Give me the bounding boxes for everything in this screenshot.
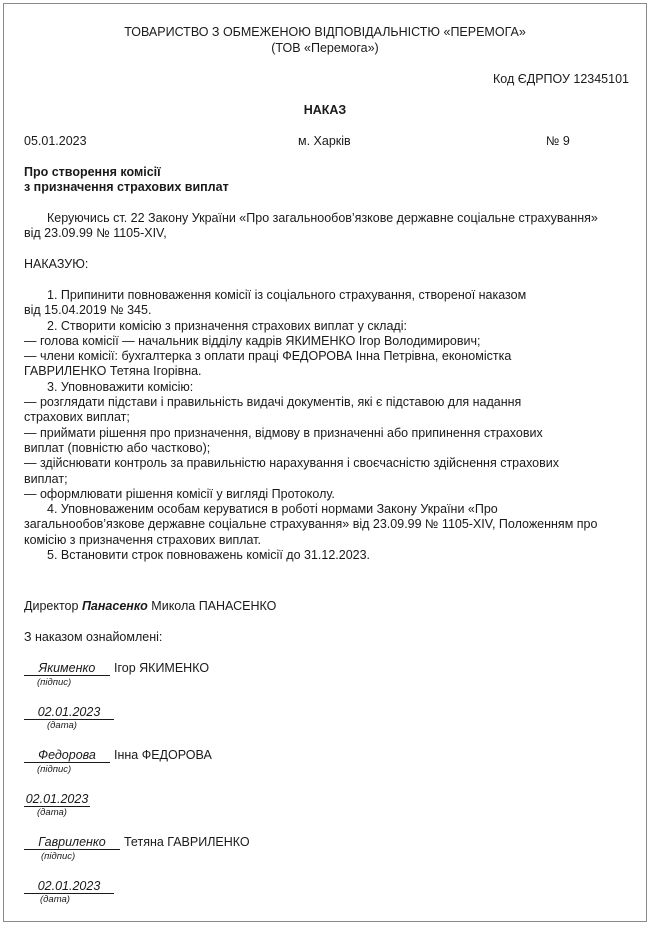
acquaintance-name-2: Інна ФЕДОРОВА [114,748,212,762]
date-caption-2: (дата) [37,807,67,818]
signature-caption-1: (підпис) [37,677,72,688]
signature-caption-3: (підпис) [41,851,76,862]
order-word: НАКАЗУЮ: [24,257,89,271]
body-line: — члени комісії: бухгалтерка з оплати праці ФЕДОРОВА Інна Петрівна, економістка [24,349,512,364]
signature-1: Якименко [24,661,110,676]
body-line: — голова комісії — начальник відділу кадрів ЯКИМЕНКО Ігор Володимирович; [24,333,481,348]
body-line: — приймати рішення про призначення, відмову в призначенні або припинення страхових [24,425,543,440]
acquaintance-name-1: Ігор ЯКИМЕНКО [114,661,210,675]
body-line: страхових виплат; [24,410,130,425]
order-date: 05.01.2023 [24,134,87,148]
preamble-line-2: від 23.09.99 № 1105-XIV, [24,226,167,240]
body-line: загальнообов’язкове державне соціальне страхування» від 23.09.99 № 1105-XIV, Положенням про [24,517,598,532]
director-signature: Панасенко [81,599,148,613]
signature-caption-2: (підпис) [37,764,72,775]
body-line: 5. Встановити строк повноважень комісії до 31.12.2023. [47,548,371,563]
date-1: 02.01.2023 [24,705,114,720]
order-city: м. Харків [298,134,351,148]
subject-line-2: з призначення страхових виплат [24,180,229,194]
date-caption-1: (дата) [47,720,77,731]
director-name: Микола ПАНАСЕНКО [151,599,277,613]
signature-2: Федорова [24,748,110,763]
preamble-line-1: Керуючись ст. 22 Закону України «Про загальнообов’язкове державне соціальне страхування» [47,211,598,225]
body-line: 3. Уповноважити комісію: [47,379,194,394]
edrpou-code: Код ЄДРПОУ 12345101 [493,72,629,86]
body-line: виплат (повністю або частково); [24,440,211,455]
date-2: 02.01.2023 [25,792,89,806]
body-line: — здійснювати контроль за правильністю нарахування і своєчасністю здійснення страхових [24,456,560,471]
body-line: 4. Уповноваженим особам керуватися в роботі нормами Закону України «Про [47,502,498,517]
body-line: виплат; [24,471,68,486]
company-short-name: (ТОВ «Перемога») [271,41,379,55]
company-name: ТОВАРИСТВО З ОБМЕЖЕНОЮ ВІДПОВІДАЛЬНІСТЮ «ПЕРЕМОГА» [124,25,526,39]
acquaintance-name-3: Тетяна ГАВРИЛЕНКО [124,835,250,849]
body-line: 1. Припинити повноваження комісії із соціального страхування, створеної наказом [47,288,527,302]
signature-3: Гавриленко [24,835,120,850]
body-line: 2. Створити комісію з призначення страхових виплат у складі: [47,318,407,333]
order-body [24,288,634,563]
director-label: Директор [24,599,79,613]
order-number: № 9 [546,134,570,148]
document-title: НАКАЗ [303,103,347,117]
date-3: 02.01.2023 [24,879,114,894]
order-document [3,3,647,922]
acquainted-label: З наказом ознайомлені: [24,630,163,644]
body-line: комісію з призначення страхових виплат. [24,532,261,547]
director-signature-line [24,599,276,614]
body-line: — оформлювати рішення комісії у вигляді Протоколу. [24,486,335,501]
subject-line-1: Про створення комісії [24,165,161,179]
body-line: — розглядати підстави і правильність видачі документів, які є підставою для надання [24,395,522,410]
date-caption-3: (дата) [40,894,70,905]
body-line: ГАВРИЛЕНКО Тетяна Ігорівна. [24,364,202,379]
body-line: від 15.04.2019 № 345. [24,303,152,318]
